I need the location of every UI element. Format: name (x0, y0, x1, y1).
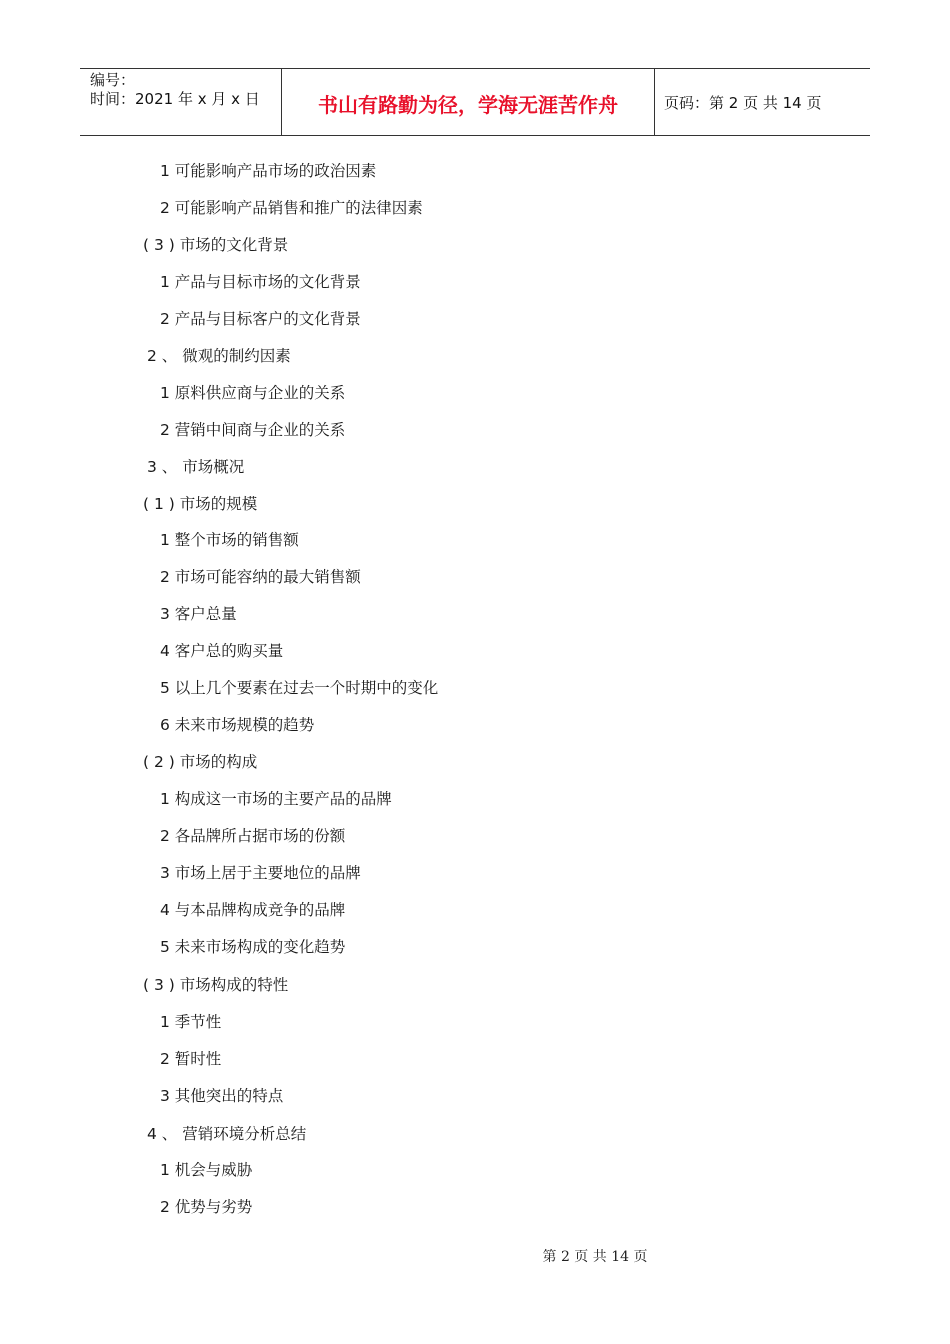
list-item: 5 未来市场构成的变化趋势 (160, 938, 346, 956)
section-heading: 2 、 微观的制约因素 (147, 347, 291, 365)
list-item: 1 整个市场的销售额 (160, 531, 299, 549)
list-item: 5 以上几个要素在过去一个时期中的变化 (160, 679, 439, 697)
section-heading: 3 、 市场概况 (147, 458, 245, 476)
list-item: 2 暂时性 (160, 1050, 222, 1068)
list-item: 3 客户总量 (160, 605, 237, 623)
section-heading: ( 3 ) 市场构成的特性 (143, 976, 289, 994)
list-item: 1 季节性 (160, 1013, 222, 1031)
section-heading: 4 、 营销环境分析总结 (147, 1125, 307, 1143)
header-meta (90, 71, 260, 109)
list-item: 6 未来市场规模的趋势 (160, 716, 315, 734)
header-page-info: 页码：第 2 页 共 14 页 (664, 94, 822, 112)
page-footer: 第 2 页 共 14 页 (542, 1249, 648, 1265)
list-item: 4 与本品牌构成竞争的品牌 (160, 901, 346, 919)
list-item: 1 产品与目标市场的文化背景 (160, 273, 361, 291)
section-heading: ( 1 ) 市场的规模 (143, 495, 258, 513)
list-item: 4 客户总的购买量 (160, 642, 284, 660)
list-item: 2 营销中间商与企业的关系 (160, 421, 346, 439)
list-item: 1 原料供应商与企业的关系 (160, 384, 346, 402)
list-item: 2 市场可能容纳的最大销售额 (160, 568, 361, 586)
list-item: 3 市场上居于主要地位的品牌 (160, 864, 361, 882)
list-item: 2 产品与目标客户的文化背景 (160, 310, 361, 328)
date-label: 时间：2021 年 x 月 x 日 (90, 90, 260, 108)
list-item: 2 各品牌所占据市场的份额 (160, 827, 346, 845)
list-item: 2 可能影响产品销售和推广的法律因素 (160, 199, 423, 217)
section-heading: ( 3 ) 市场的文化背景 (143, 236, 289, 254)
list-item: 1 可能影响产品市场的政治因素 (160, 162, 377, 180)
section-heading: ( 2 ) 市场的构成 (143, 753, 258, 771)
list-item: 2 优势与劣势 (160, 1198, 253, 1216)
header-divider (654, 69, 655, 135)
document-header (80, 68, 870, 136)
header-motto: 书山有路勤为径，学海无涯苦作舟 (318, 93, 618, 117)
serial-number-label: 编号： (90, 71, 136, 89)
list-item: 3 其他突出的特点 (160, 1087, 284, 1105)
list-item: 1 构成这一市场的主要产品的品牌 (160, 790, 392, 808)
list-item: 1 机会与威胁 (160, 1161, 253, 1179)
